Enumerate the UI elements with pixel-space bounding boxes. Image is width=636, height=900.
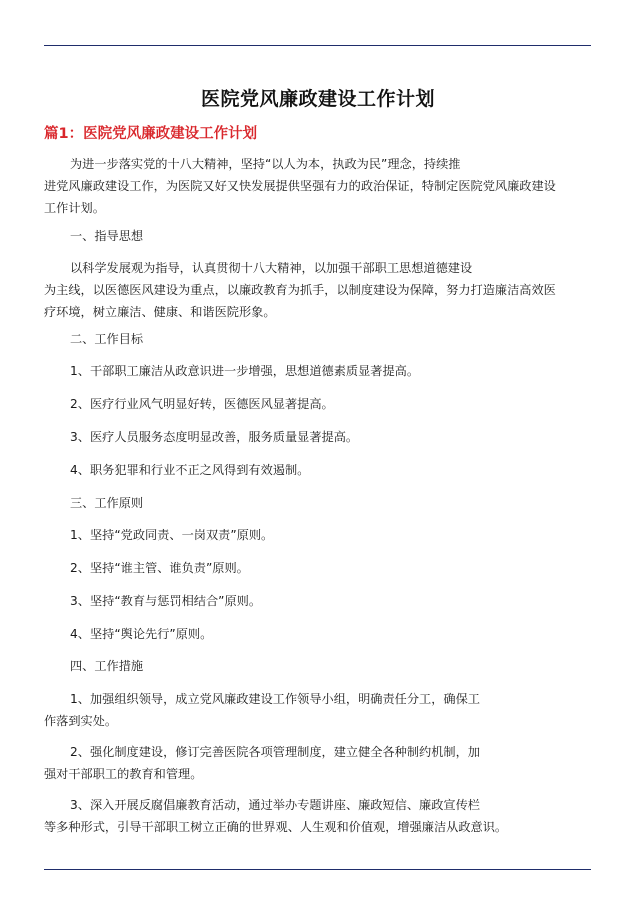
goal-item — [44, 459, 592, 481]
bottom-rule — [44, 869, 591, 870]
section1-heading — [44, 225, 592, 247]
section-heading: 三、工作原则 — [70, 496, 144, 510]
section1-paragraph — [44, 257, 592, 323]
principle-item — [44, 590, 592, 612]
section1-line: 以科学发展观为指导，认真贯彻十八大精神，以加强干部职工思想道德建设 — [70, 261, 473, 275]
principle-item — [44, 557, 592, 579]
goal-text: 1、干部职工廉洁从政意识进一步增强，思想道德素质显著提高。 — [70, 364, 420, 378]
measure-line: 2、强化制度建设，修订完善医院各项管理制度，建立健全各种制约机制，加 — [70, 745, 480, 759]
measure-item — [44, 688, 592, 732]
section-heading: 二、工作目标 — [70, 332, 144, 346]
section-heading: 一、指导思想 — [70, 229, 144, 243]
intro-paragraph — [44, 153, 592, 219]
intro-line: 进党风廉政建设工作，为医院又好又快发展提供坚强有力的政治保证，特制定医院党风廉政建设 — [44, 179, 556, 193]
principle-text: 1、坚持“党政同责、一岗双责”原则。 — [70, 528, 274, 542]
principle-item — [44, 524, 592, 546]
intro-line: 为进一步落实党的十八大精神，坚持“以人为本，执政为民”理念，持续推 — [70, 157, 461, 171]
top-rule — [44, 45, 591, 46]
measure-line: 强对干部职工的教育和管理。 — [44, 767, 203, 781]
section4-heading — [44, 655, 592, 677]
goal-text: 3、医疗人员服务态度明显改善，服务质量显著提高。 — [70, 430, 359, 444]
section3-heading — [44, 492, 592, 514]
measure-line: 1、加强组织领导，成立党风廉政建设工作领导小组，明确责任分工，确保工 — [70, 692, 480, 706]
goal-item — [44, 393, 592, 415]
section1-line: 疗环境，树立廉洁、健康、和谐医院形象。 — [44, 305, 276, 319]
goal-item — [44, 426, 592, 448]
measure-item — [44, 794, 592, 838]
principle-text: 4、坚持“舆论先行”原则。 — [70, 627, 213, 641]
principle-item — [44, 623, 592, 645]
section2-heading — [44, 328, 592, 350]
measure-line: 等多种形式，引导干部职工树立正确的世界观、人生观和价值观，增强廉洁从政意识。 — [44, 820, 508, 834]
principle-text: 3、坚持“教育与惩罚相结合”原则。 — [70, 594, 262, 608]
intro-line: 工作计划。 — [44, 201, 105, 215]
section1-line: 为主线，以医德医风建设为重点，以廉政教育为抓手，以制度建设为保障，努力打造廉洁高效医 — [44, 283, 556, 297]
section-heading: 四、工作措施 — [70, 659, 144, 673]
principle-text: 2、坚持“谁主管、谁负责”原则。 — [70, 561, 249, 575]
measure-line: 作落到实处。 — [44, 714, 118, 728]
goal-text: 2、医疗行业风气明显好转，医德医风显著提高。 — [70, 397, 334, 411]
page-title: 医院党风廉政建设工作计划 — [200, 88, 435, 110]
article-heading: 篇1：医院党风廉政建设工作计划 — [44, 126, 258, 142]
goal-item — [44, 360, 592, 382]
measure-item — [44, 741, 592, 785]
measure-line: 3、深入开展反腐倡廉教育活动，通过举办专题讲座、廉政短信、廉政宣传栏 — [70, 798, 480, 812]
goal-text: 4、职务犯罪和行业不正之风得到有效遏制。 — [70, 463, 310, 477]
